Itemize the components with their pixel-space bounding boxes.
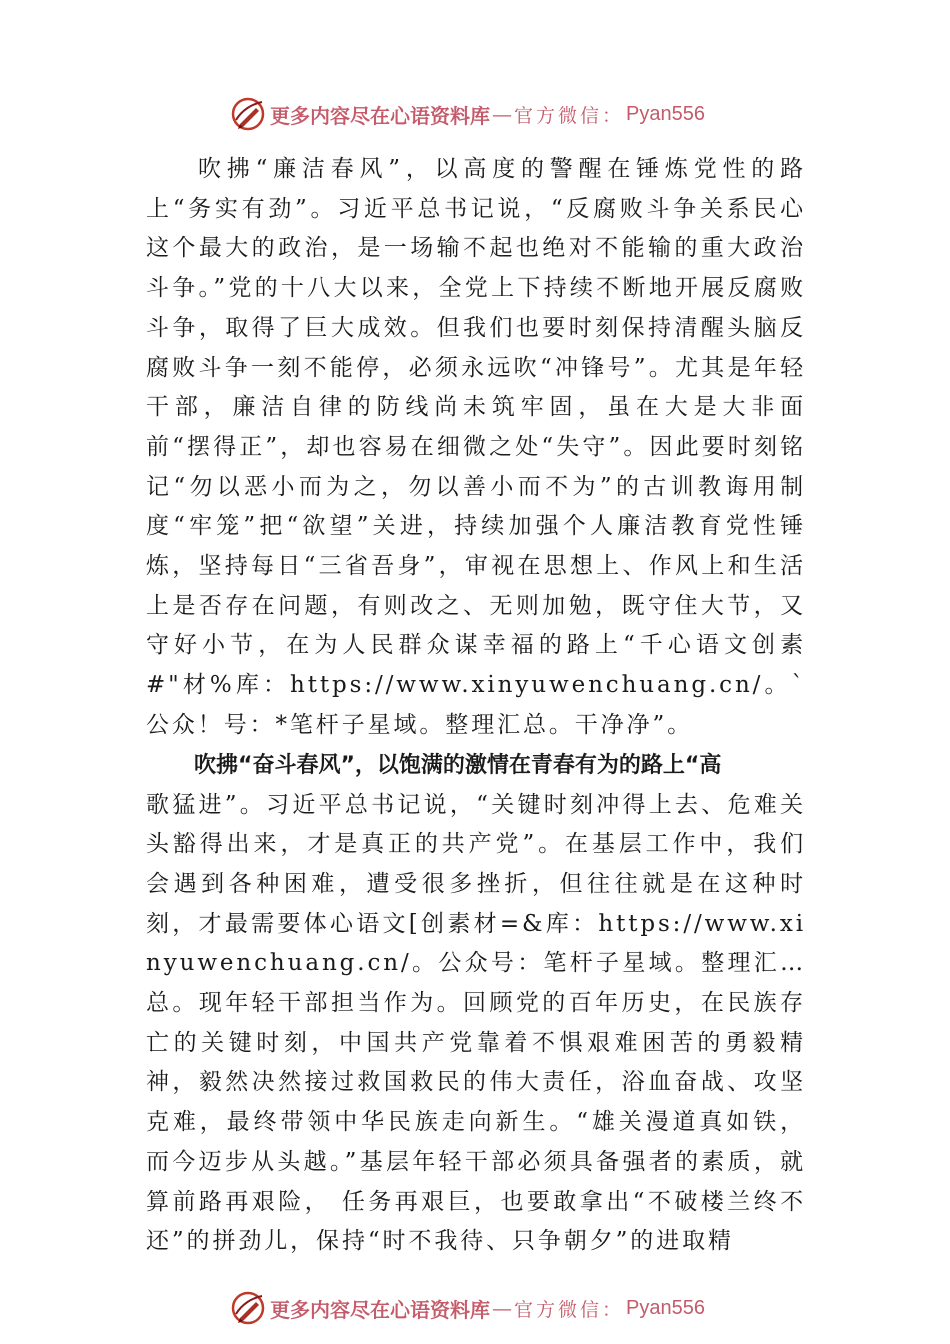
banner-site-name: 更多内容尽在心语资料库 [270, 103, 490, 128]
banner-wechat-label: 官方微信： [514, 104, 625, 127]
document-body [146, 150, 806, 1262]
paragraph-struggle-lead: 吹拂“奋斗春风”，以饱满的激情在青春有为的路上“高 [194, 752, 722, 778]
banner-dash: — [492, 102, 512, 126]
banner-wechat-id: Pyan556 [626, 1296, 705, 1319]
banner-dash: — [492, 1296, 512, 1320]
banner-site-name: 更多内容尽在心语资料库 [270, 1297, 490, 1322]
banner-wechat-id: Pyan556 [626, 102, 705, 125]
paragraph-struggle: 歌猛进”。习近平总书记说，“关键时刻冲得上去、危难关头豁得出来，才是真正的共产党”。在基层工作中，我们会遇到各种困难，遭受很多挫折，但往往就是在这种时刻，才最需要体心语文[创素材=&库：https://www.xinyuwenchuang.cn/。公众号：笔杆子星域。整理汇…总。现年轻干部担当作为。回顾党的百年历史，在民族存亡的关键时刻，中国共产党靠着不惧艰难困苦的勇毅精神，毅然决然接过救国救民的伟大责任，浴血奋战、攻坚克难，最终带领中华民族走向新生。“雄关漫道真如铁，而今迈步从头越。”基层年轻干部必须具备强者的素质，就算前路再艰险， 任务再艰巨，也要敢拿出“不破楼兰终不还”的拼劲儿，保持“时不我待、只争朝夕”的进取精 [146, 791, 806, 1255]
header-watermark-banner [230, 96, 750, 132]
footer-watermark-banner [230, 1290, 750, 1326]
pen-logo-icon [230, 1290, 266, 1326]
banner-wechat-label: 官方微信： [514, 1298, 625, 1321]
paragraph-integrity: 吹拂“廉洁春风”，以高度的警醒在锤炼党性的路上“务实有劲”。习近平总书记说，“反腐败斗争关系民心这个最大的政治，是一场输不起也绝对不能输的重大政治斗争。”党的十八大以来，全党上下持续不断地开展反腐败斗争，取得了巨大成效。但我们也要时刻保持清醒头脑反腐败斗争一刻不能停，必须永远吹“冲锋号”。尤其是年轻干部，廉洁自律的防线尚未筑牢固，虽在大是大非面前“摆得正”，却也容易在细微之处“失守”。因此要时刻铭记“勿以恶小而为之，勿以善小而不为”的古训教诲用制度“牢笼”把“欲望”关进，持续加强个人廉洁教育党性锤炼，坚持每日“三省吾身”，审视在思想上、作风上和生活上是否存在问题，有则改之、无则加勉，既守住大节，又守好小节，在为人民群众谋幸福的路上“千心语文创素#"材%库：https://www.xinyuwenchuang.cn/。`公众！号：*笔杆子星域。整理汇总。干净净”。 [146, 156, 806, 738]
pen-logo-icon [230, 96, 266, 132]
